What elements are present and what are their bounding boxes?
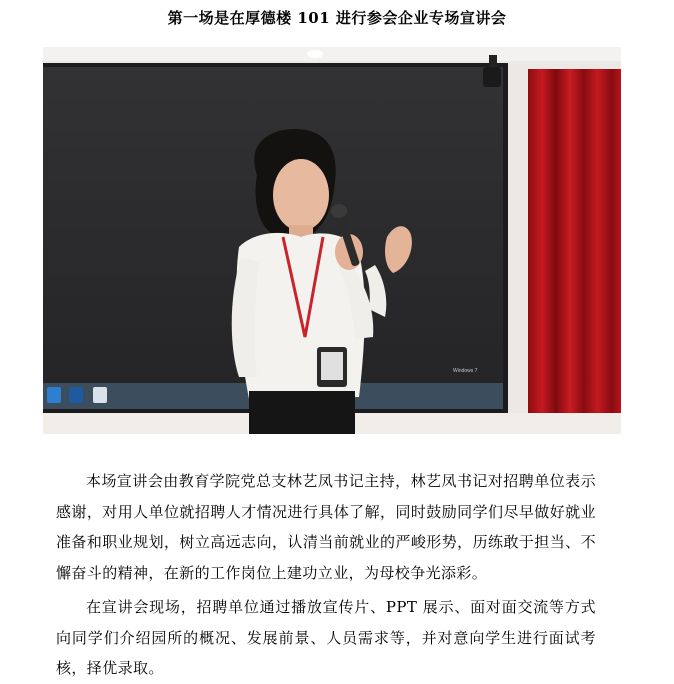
screen-caption: Windows 7 [453,368,478,374]
event-photo [43,47,621,434]
article-paragraph-2: 在宣讲会现场，招聘单位通过播放宣传片、PPT 展示、面对面交流等方式向同学们介绍园所的概况、发展前景、人员需求等，并对意向学生进行面试考核，择优录取。 [56,598,596,677]
event-photo-illustration [43,47,621,434]
article-title: 第一场是在厚德楼 101 进行参会企业专场宣讲会 [167,9,507,27]
article-paragraph-1: 本场宣讲会由教育学院党总支林艺凤书记主持，林艺凤书记对招聘单位表示感谢，对用人单位就招聘人才情况进行具体了解，同时鼓励同学们尽早做好就业准备和职业规划，树立高远志向，认清当前就业的严峻形势，历练敢于担当、不懈奋斗的精神，在新的工作岗位上建功立业，为母校争光添彩。 [56,472,596,582]
